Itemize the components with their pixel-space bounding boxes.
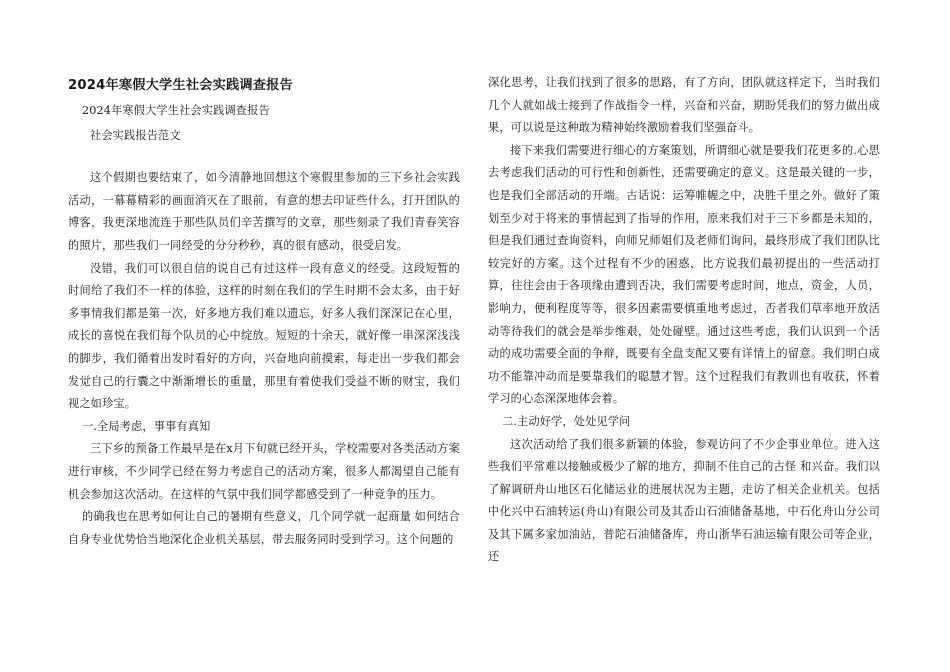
document-title: 2024年寒假大学生社会实践调查报告: [68, 78, 293, 93]
paragraph: 三下乡的预备工作最早是在x月下旬就已经开头，学校需要对各类活动方案进行审核，不少同学已经在努力考虑自己的活动方案，很多人都渴望自己能有机会参加这次活动。在这样的气氛中我们同学都感受到了一种竞争的压力。: [68, 442, 460, 501]
paragraph: 这个假期也要结束了，如今清静地回想这个寒假里参加的三下乡社会实践活动，一幕幕精彩的画面消灭在了眼前，有意的想去印证些什么，打开团队的博客，我更深地流连于那些队员们辛苦撰写的文章，那些刻录了我们青春笑容的照片，那些我们一同经受的分分秒秒，真的很有感动，很受启发。: [68, 171, 460, 252]
paragraph: 深化思考，让我们找到了很多的思路，有了方向，团队就这样定下，当时我们几个人就如战士接到了作战指令一样，兴奋和兴奋，期盼凭我们的努力做出成果，可以说是这种敢为精神始终激励着我们坚强奋斗。: [488, 76, 880, 135]
document-subtitle-2: 社会实践报告范文: [90, 128, 181, 142]
paragraph: 的确我也在思考如何让自己的暑期有些意义，几个同学就一起商量 如何结合自身专业优势恰当地深化企业机关基层，带去服务同时受到学习。这个问题的: [68, 510, 460, 546]
spacer: [68, 147, 460, 167]
section-heading: 一.全局考虑，事事有真知: [82, 419, 211, 433]
right-column: [488, 72, 880, 569]
left-column: [68, 68, 460, 551]
paragraph: 这次活动给了我们很多新颖的体验，参观访问了不少企事业单位。进入这些我们平常难以接触或极少了解的地方，抑制不住自己的古怪 和兴奋。我们以了解调研舟山地区石化储运业的进展状况为主题，走访了相关企业机关。包括中化兴中石油转运(舟山)有限公司及其岙山石油储备基地，中石化舟山分公司及其下属多家加油站，普陀石油储备库，舟山浙华石油运输有限公司等企业，还: [488, 437, 880, 564]
section-heading: 二.主动好学，处处见学问: [502, 414, 631, 428]
paragraph: 没错，我们可以很自信的说自己有过这样一段有意义的经受。这段短暂的时间给了我们不一样的体验，这样的时刻在我们的学生时期不会太多，由于好多事情我们都是第一次，好多地方我们难以遗忘，好多人我们深深记在心里，成长的喜悦在我们每个队员的心中绽放。短短的十余天，就好像一串深深浅浅的脚步，我们循着出发时看好的方向，兴奋地向前摸索，每走出一步我们都会发觉自己的行囊之中渐渐增长的重量，那里有着使我们受益不断的财宝，我们视之如珍宝。: [68, 261, 460, 411]
paragraph: 接下来我们需要进行细心的方案策划，所谓细心就是要我们花更多的.心思去考虑我们活动的可行性和创新性，还需要确定的意义。这是最关键的一步，也是我们全部活动的开端。古话说：运筹帷幄之中，决胜千里之外。做好了策划至少对于将来的事情起到了指导的作用，原来我们对于三下乡都是未知的，但是我们通过查询资料，向师兄师姐们及老师们询问，最终形成了我们团队比较完好的方案。这个过程有不少的困惑，比方说我们最初提出的一些活动打算，往往会由于各项缘由遭到否决，我们需要考虑时间，地点，资金，人员，影响力，便利程度等等，很多因素需要慎重地考虑过，否者我们草率地开放活动等待我们的就会是举步维艰，处处碰壁。通过这些考虑，我们认识到一个活动的成功需要全面的争辩，既要有全盘支配又要有详情上的留意。我们明白成功不能靠冲动而是要靠我们的聪慧才智。这个过程我们有教训也有收获，怀着学习的心态深深地体会着。: [488, 143, 880, 406]
document-subtitle: 2024年寒假大学生社会实践调查报告: [82, 104, 270, 117]
